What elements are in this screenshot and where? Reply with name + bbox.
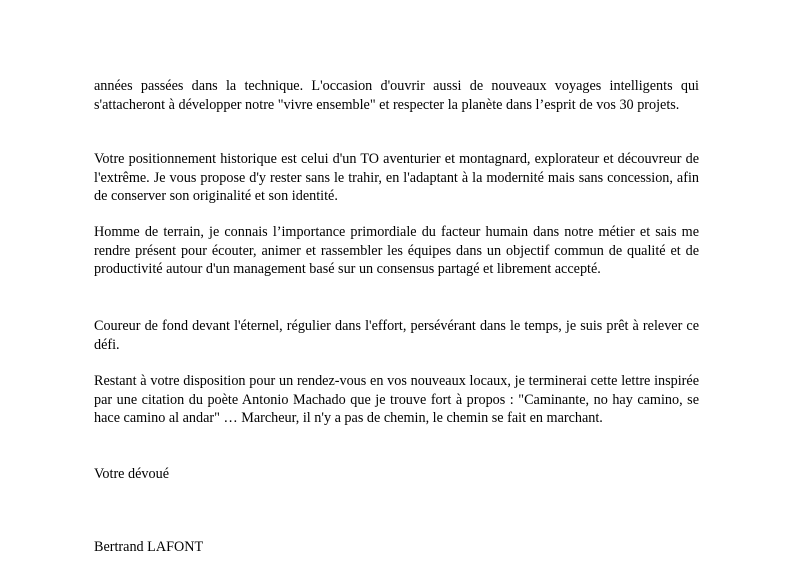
paragraph-human-factor: Homme de terrain, je connais l’importance primordiale du facteur humain dans notre métier et sais me rendre présent pour écouter, animer et rassembler les équipes dans un objectif commun de qualité et de productivité autour d'un management basé sur un consensus partagé et librement accepté. bbox=[94, 224, 699, 277]
paragraph-projects: années passées dans la technique. L'occasion d'ouvrir aussi de nouveaux voyages intelligents qui s'attacheront à développer notre "vivre ensemble" et respecter la planète dans l’esprit de vos 30 projets. bbox=[94, 78, 699, 113]
paragraph-conclusion: Restant à votre disposition pour un rendez-vous en vos nouveaux locaux, je terminerai cette lettre inspirée par une citation du poète Antonio Machado que je trouve fort à propos : "Caminante, no hay camino, se hace camino al andar" … Marcheur, il n'y a pas de chemin, le chemin se fait en marchant. bbox=[94, 373, 699, 426]
paragraph-challenge: Coureur de fond devant l'éternel, régulier dans l'effort, persévérant dans le temps, je suis prêt à relever ce défi. bbox=[94, 318, 699, 353]
signature-name: Bertrand LAFONT bbox=[94, 539, 204, 555]
closing-line: Votre dévoué bbox=[94, 466, 169, 482]
paragraph-positioning: Votre positionnement historique est celui d'un TO aventurier et montagnard, explorateur et découvreur de l'extrême. Je vous propose d'y rester sans le trahir, en l'adaptant à la modernité mais sans concession, afin de conserver son originalité et son identité. bbox=[94, 151, 699, 204]
